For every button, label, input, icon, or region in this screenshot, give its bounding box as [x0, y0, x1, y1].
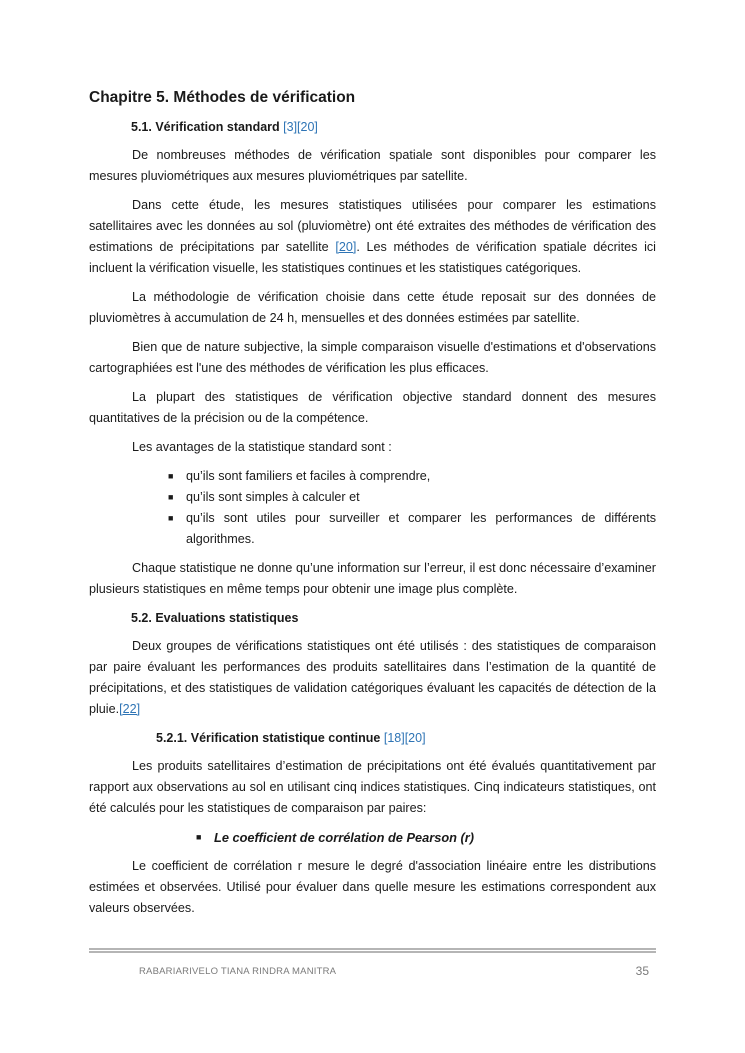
citation-link[interactable]: [20] — [335, 240, 357, 254]
section-title: 5.2.1. Vérification statistique continue — [156, 731, 381, 745]
paragraph: Les produits satellitaires d’estimation de précipitations ont été évalués quantitativement par rapport aux observations au sol en utilisant cinq indices statistiques. Cinq indicateurs statistiques, ont été calculés pour les statistiques de comparaison par paires: — [89, 759, 656, 815]
chapter-title: Chapitre 5. Méthodes de vérification — [89, 89, 356, 106]
square-bullet-icon: ■ — [196, 832, 202, 842]
citation-link[interactable]: [22] — [119, 702, 141, 716]
list-item: ■ qu’ils sont utiles pour surveiller et comparer les performances de différents algorithmes. — [186, 508, 656, 550]
section-heading-5-2 — [131, 608, 656, 628]
paragraph — [89, 195, 656, 279]
section-title: 5.2. Evaluations statistiques — [131, 611, 299, 625]
paragraph: La plupart des statistiques de vérification objective standard donnent des mesures quantitatives de la précision ou de la compétence. — [89, 390, 656, 425]
paragraph: La méthodologie de vérification choisie dans cette étude reposait sur des données de pluviomètres à accumulation de 24 h, mensuelles et des données estimées par satellite. — [89, 290, 656, 325]
square-bullet-icon: ■ — [168, 513, 174, 523]
paragraph-text: Dans cette étude, les mesures statistiques utilisées pour comparer les estimations satellitaires avec les données au sol (pluviomètre) ont été extraites des méthodes de vérification des estimations de précipitations par satellite — [89, 198, 656, 254]
subsection-heading-5-2-1 — [156, 728, 656, 748]
advantages-list — [89, 466, 656, 550]
paragraph-text: . Les méthodes de vérification spatiale décrites ici incluent la vérification visuelle, les statistiques continues et les statistiques catégoriques. — [89, 240, 656, 275]
paragraph-text: Deux groupes de vérifications statistiques ont été utilisés : des statistiques de comparaison par paire évaluant les performances des produits satellitaires dans l’estimation de la quantité de précipitations, et des statistiques de validation catégoriques évaluant les capacités de détection de la pluie. — [89, 639, 656, 716]
pearson-heading: Le coefficient de corrélation de Pearson (r) — [214, 830, 475, 845]
citation: [3][20] — [283, 120, 318, 134]
page-number: 35 — [635, 964, 649, 978]
section-heading-5-1 — [131, 117, 656, 137]
paragraph: De nombreuses méthodes de vérification spatiale sont disponibles pour comparer les mesures pluviométriques aux mesures pluviométriques par satellite. — [89, 148, 656, 183]
square-bullet-icon: ■ — [168, 492, 174, 502]
list-item — [196, 827, 656, 848]
footer-divider — [89, 948, 656, 953]
paragraph: Bien que de nature subjective, la simple comparaison visuelle d'estimations et d'observations cartographiées est l'une des méthodes de vérification les plus efficaces. — [89, 340, 656, 375]
paragraph: Chaque statistique ne donne qu’une information sur l’erreur, il est donc nécessaire d’examiner plusieurs statistiques en même temps pour obtenir une image plus complète. — [89, 561, 656, 596]
paragraph: Le coefficient de corrélation r mesure le degré d'association linéaire entre les distributions estimées et observées. Utilisé pour évaluer dans quelle mesure les estimations correspondent aux valeurs observées. — [89, 859, 656, 915]
footer-author: RABARIARIVELO TIANA RINDRA MANITRA — [139, 966, 337, 977]
list-item: ■ qu’ils sont familiers et faciles à comprendre, — [186, 466, 656, 487]
paragraph: Les avantages de la statistique standard sont : — [132, 440, 392, 454]
list-item: ■ qu’ils sont simples à calculer et — [186, 487, 656, 508]
pearson-list — [89, 827, 656, 848]
document-page — [89, 88, 656, 927]
paragraph — [89, 636, 656, 720]
square-bullet-icon: ■ — [168, 471, 174, 481]
citation: [18][20] — [383, 731, 426, 745]
section-title: 5.1. Vérification standard — [131, 120, 280, 134]
